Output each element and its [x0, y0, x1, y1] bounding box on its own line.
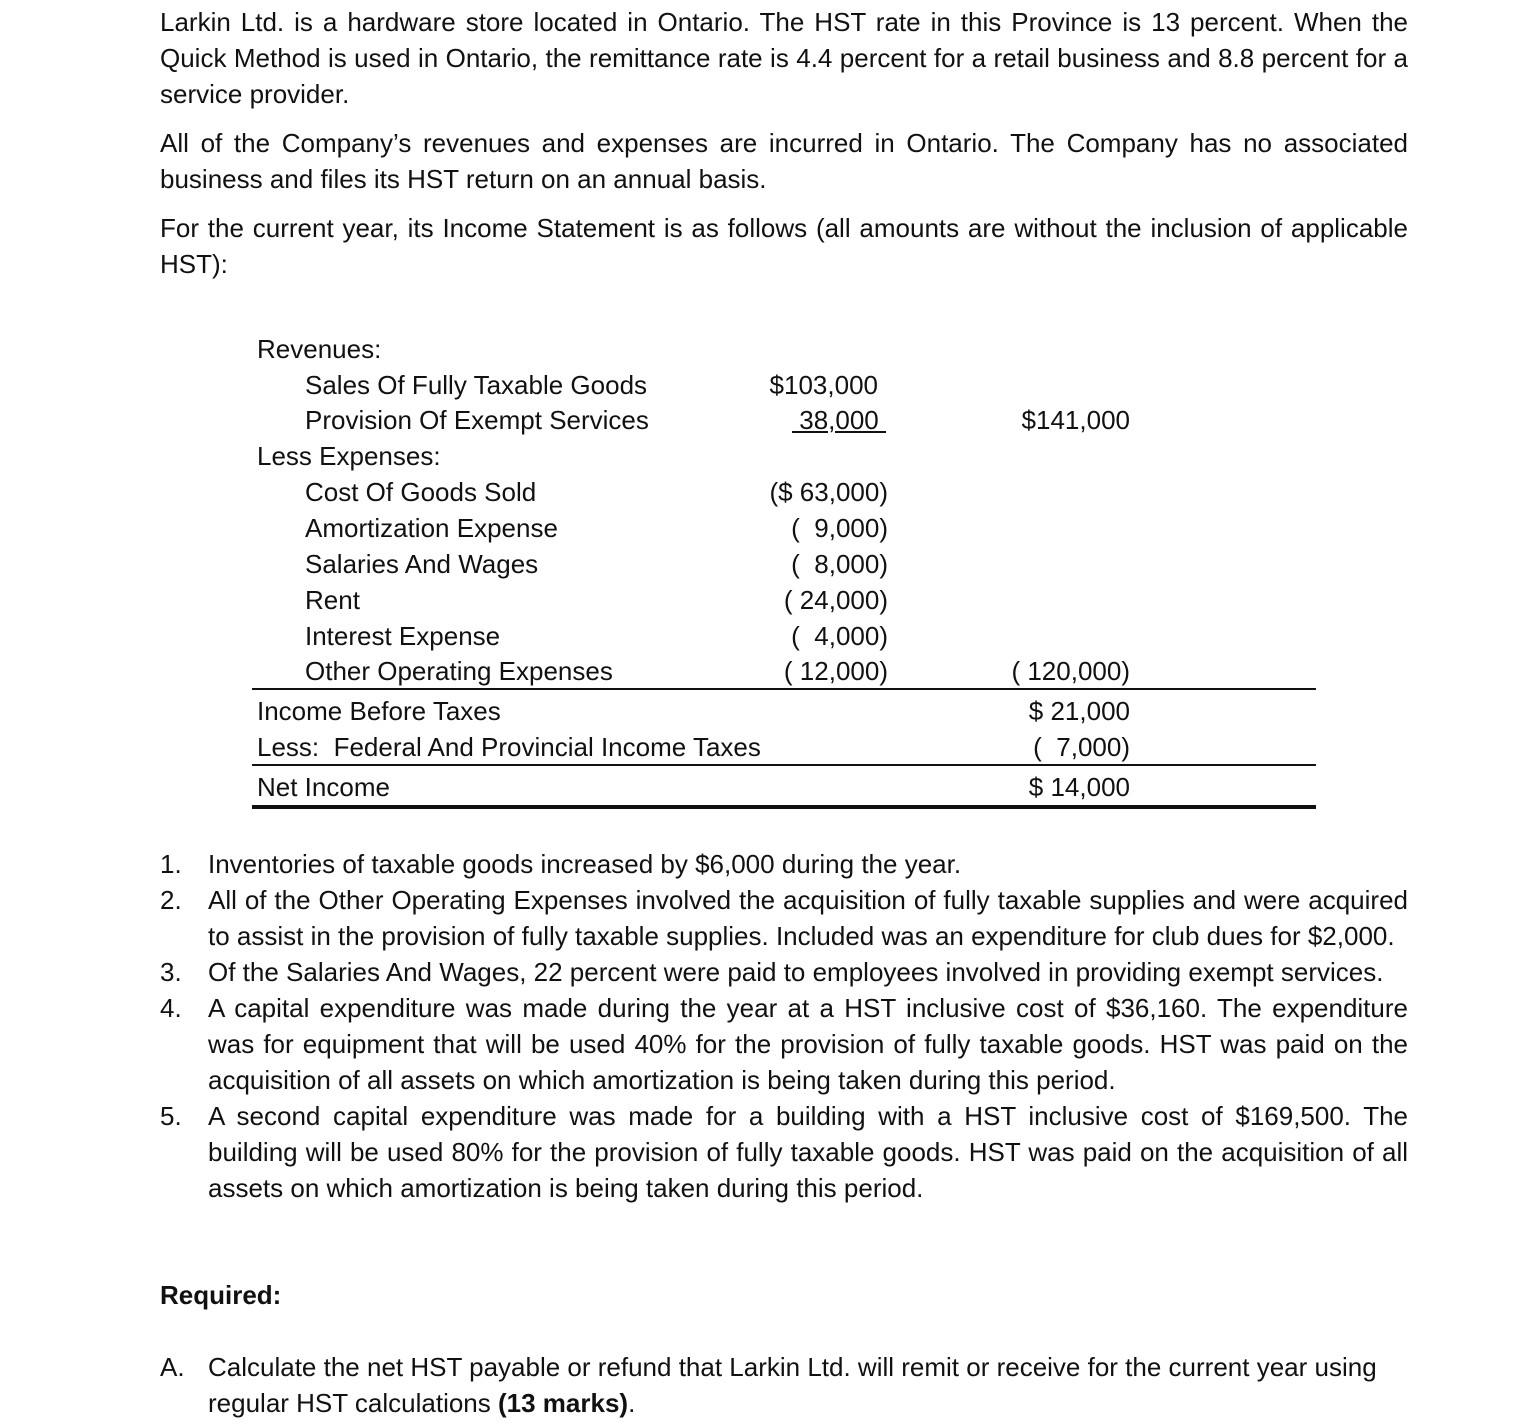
required-item-end: .: [628, 1388, 636, 1418]
expense-label: Salaries And Wages: [305, 549, 539, 579]
list-text: All of the Other Operating Expenses involved the acquisition of fully taxable supplies and were acquired to assist in the provision of fully taxable supplies. Included was an expenditure for club dues for $2,000.: [208, 885, 1408, 951]
net-income-amount: $ 14,000: [1028, 772, 1130, 802]
list-text: Of the Salaries And Wages, 22 percent were paid to employees involved in providing exempt services.: [208, 957, 1384, 987]
sales-amount: $103,000: [769, 370, 878, 400]
revenues-heading: Revenues:: [257, 334, 382, 364]
divider-line: [252, 764, 1316, 766]
expense-amount: ( 24,000): [783, 585, 888, 615]
list-number: 4.: [160, 993, 182, 1023]
taxes-amount: ( 7,000): [1033, 732, 1130, 762]
net-income-label: Net Income: [257, 772, 390, 802]
expense-amount: ($ 63,000): [769, 477, 888, 507]
required-item-text: Calculate the net HST payable or refund that Larkin Ltd. will remit or receive for the current year using regular HST calculations: [208, 1352, 1377, 1418]
list-item: [160, 846, 1408, 882]
list-item: [160, 882, 1408, 954]
notes-list: [160, 846, 1408, 1206]
revenue-total: $141,000: [1021, 405, 1130, 435]
taxes-label: Less: Federal And Provincial Income Taxes: [257, 732, 761, 762]
double-divider-line: [252, 805, 1316, 809]
list-item: [160, 954, 1408, 990]
intro-paragraph-1: Larkin Ltd. is a hardware store located in Ontario. The HST rate in this Province is 13 percent. When the Quick Method is used in Ontario, the remittance rate is 4.4 percent for a retail business and 8.8 percent for a service provider.: [160, 7, 1408, 109]
intro-paragraph-3: For the current year, its Income Statement is as follows (all amounts are without the inclusion of applicable HST):: [160, 213, 1408, 279]
required-item-letter: A.: [160, 1352, 185, 1382]
list-item: [160, 990, 1408, 1098]
expense-amount: ( 8,000): [791, 549, 888, 579]
intro-paragraph-2: All of the Company’s revenues and expenses are incurred in Ontario. The Company has no associated business and files its HST return on an annual basis.: [160, 128, 1408, 194]
exempt-label: Provision Of Exempt Services: [305, 405, 649, 435]
list-number: 1.: [160, 849, 182, 879]
list-number: 2.: [160, 885, 182, 915]
required-item: [160, 1349, 1408, 1421]
expense-total: ( 120,000): [1011, 656, 1130, 686]
expense-label: Other Operating Expenses: [305, 656, 613, 686]
expense-label: Amortization Expense: [305, 513, 558, 543]
expense-label: Cost Of Goods Sold: [305, 477, 537, 507]
income-before-taxes-amount: $ 21,000: [1028, 696, 1130, 726]
income-before-taxes-label: Income Before Taxes: [257, 696, 501, 726]
list-text: Inventories of taxable goods increased by $6,000 during the year.: [208, 849, 962, 879]
list-text: A second capital expenditure was made for a building with a HST inclusive cost of $169,500. The building will be used 80% for the provision of fully taxable goods. HST was paid on the acquisition of all assets on which amortization is being taken during this period.: [208, 1101, 1408, 1203]
expense-amount: ( 12,000): [783, 656, 888, 686]
expense-amount: ( 4,000): [791, 621, 888, 651]
divider-line: [252, 688, 1316, 690]
list-number: 3.: [160, 957, 182, 987]
exempt-amount: 38,000: [792, 405, 886, 435]
list-number: 5.: [160, 1101, 182, 1131]
expenses-heading: Less Expenses:: [257, 441, 441, 471]
expense-amount: ( 9,000): [791, 513, 888, 543]
required-heading: Required:: [160, 1280, 282, 1310]
expense-label: Interest Expense: [305, 621, 501, 651]
sales-label: Sales Of Fully Taxable Goods: [305, 370, 648, 400]
list-text: A capital expenditure was made during the year at a HST inclusive cost of $36,160. The expenditure was for equipment that will be used 40% for the provision of fully taxable goods. HST was paid on the acquisition of all assets on which amortization is being taken during this period.: [208, 993, 1408, 1095]
list-item: [160, 1098, 1408, 1206]
expense-label: Rent: [305, 585, 360, 615]
required-item-marks: (13 marks): [498, 1388, 629, 1418]
